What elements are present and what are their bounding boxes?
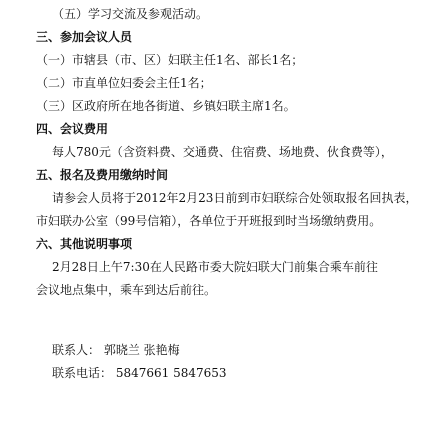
section-heading-fees: 四、会议费用	[36, 122, 109, 136]
participants-item-three: （三）区政府所在地各街道、乡镇妇联主席1名。	[36, 99, 296, 113]
section-heading-registration: 五、报名及费用缴纳时间	[36, 168, 169, 182]
contact-person: 联系人： 郭晓兰 张艳梅	[52, 343, 180, 357]
section-item-five: （五）学习交流及参观活动。	[52, 7, 209, 21]
section-heading-other-matters: 六、其他说明事项	[36, 237, 133, 251]
participants-item-one: （一）市辖县（市、区）妇联主任1名、部长1名；	[36, 53, 304, 67]
participants-item-two: （二）市直单位妇委会主任1名；	[36, 76, 212, 90]
fees-text: 每人780元（含资料费、交通费、住宿费、场地费、伙食费等），	[52, 145, 393, 159]
section-heading-participants: 三、参加会议人员	[36, 30, 133, 44]
registration-text-1: 请参会人员将于2012年2月23日前到市妇联综合处领取报名回执表，	[52, 191, 418, 205]
registration-text-2: 市妇联办公室（99号信箱），各单位于开班报到时当场缴纳费用。	[36, 214, 382, 228]
contact-phone: 联系电话： 5847661 5847653	[52, 366, 227, 380]
other-matters-text-1: 2月28日上午7:30在人民路市委大院妇联大门前集合乘车前往	[52, 260, 378, 274]
other-matters-text-2: 会议地点集中，乘车到达后前往。	[36, 283, 217, 297]
